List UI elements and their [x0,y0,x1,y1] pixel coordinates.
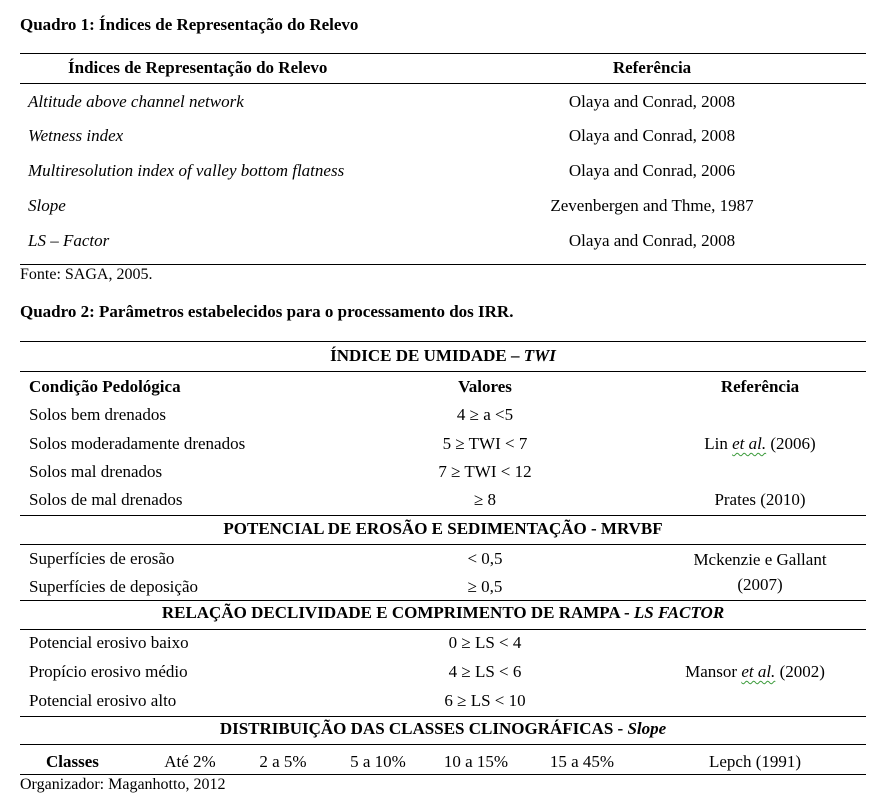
q1-row-indice: Wetness index [28,126,124,145]
quadro2-title: Quadro 2: Parâmetros estabelecidos para o processamento dos IRR. [20,302,514,321]
slope-heading-rule [20,744,866,745]
slope-heading: DISTRIBUIÇÃO DAS CLASSES CLINOGRÁFICAS - Slope [219,719,667,738]
twi-row-val: 7 ≥ TWI < 12 [438,462,532,481]
q1-row-ref: Olaya and Conrad, 2008 [568,92,736,111]
mrvbf-heading-rule [20,544,866,545]
slope-class: 15 a 45% [549,752,615,771]
twi-ref-lin: Lin et al. (2006) [704,434,816,453]
q2-bottom-rule [20,774,866,775]
ls-heading: RELAÇÃO DECLIVIDADE E COMPRIMENTO DE RAMPA - LS FACTOR [161,603,725,622]
mrvbf-heading: POTENCIAL DE EROSÃO E SEDIMENTAÇÃO - MRVBF [223,519,663,538]
mrvbf-ref-line1: Mckenzie e Gallant [693,550,827,569]
twi-row-val: 5 ≥ TWI < 7 [442,434,528,453]
slope-class: 5 a 10% [350,752,406,771]
twi-header-valores: Valores [458,377,512,396]
q1-source: Fonte: SAGA, 2005. [20,266,153,283]
q1-row-ref: Olaya and Conrad, 2008 [568,126,736,145]
q1-header-referencia: Referência [612,58,692,77]
ls-row-val: 6 ≥ LS < 10 [444,691,526,710]
twi-row-cond: Solos de mal drenados [29,490,183,509]
ls-row-val: 0 ≥ LS < 4 [448,633,522,652]
ls-row-cond: Propício erosivo médio [29,662,188,681]
slope-class: Até 2% [164,752,216,771]
q1-top-rule [20,53,866,54]
twi-row-cond: Solos mal drenados [29,462,163,481]
ls-row-cond: Potencial erosivo alto [29,691,177,710]
q1-header-rule [20,83,866,84]
ls-row-val: 4 ≥ LS < 6 [448,662,522,681]
ls-top-rule [20,600,866,601]
mrvbf-row-cond: Superfícies de erosão [29,549,175,568]
mrvbf-row-val: < 0,5 [467,549,503,568]
q1-row-ref: Olaya and Conrad, 2006 [568,161,736,180]
q1-row-indice: Altitude above channel network [28,92,244,111]
twi-row-val: ≥ 8 [473,490,497,509]
twi-header-referencia: Referência [720,377,800,396]
q2-top-rule [20,341,866,342]
q1-bottom-rule [20,264,866,265]
q1-row-indice: Slope [28,196,66,215]
twi-heading-rule [20,371,866,372]
mrvbf-row-val: ≥ 0,5 [467,577,503,596]
slope-class: 2 a 5% [259,752,307,771]
mrvbf-ref-line2: (2007) [737,575,783,594]
q1-row-indice: Multiresolution index of valley bottom flatness [28,161,345,180]
mrvbf-top-rule [20,515,866,516]
slope-top-rule [20,716,866,717]
slope-classes-label: Classes [46,752,99,771]
slope-ref: Lepch (1991) [708,752,802,771]
quadro1-title: Quadro 1: Índices de Representação do Relevo [20,15,359,34]
twi-ref-prates: Prates (2010) [714,490,806,509]
slope-class: 10 a 15% [443,752,509,771]
ls-heading-rule [20,629,866,630]
q1-row-ref: Olaya and Conrad, 2008 [568,231,736,250]
mrvbf-row-cond: Superfícies de deposição [29,577,198,596]
twi-row-cond: Solos moderadamente drenados [29,434,246,453]
twi-heading: ÍNDICE DE UMIDADE – TWI [330,346,556,365]
twi-header-condicao: Condição Pedológica [29,377,181,396]
twi-row-cond: Solos bem drenados [29,405,166,424]
q1-header-indice: Índices de Representação do Relevo [68,58,328,77]
q1-row-ref: Zevenbergen and Thme, 1987 [550,196,754,215]
ls-ref-mansor: Mansor et al. (2002) [685,662,825,681]
ls-row-cond: Potencial erosivo baixo [29,633,189,652]
q2-organizer: Organizador: Maganhotto, 2012 [20,776,226,793]
twi-row-val: 4 ≥ a <5 [456,405,514,424]
q1-row-indice: LS – Factor [28,231,110,250]
